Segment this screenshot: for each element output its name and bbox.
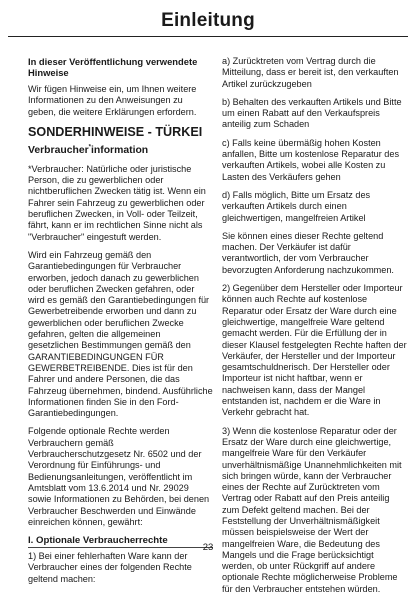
page-title: Einleitung [161,10,255,31]
list-item-d: d) Falls möglich, Bitte um Ersatz des verkauften Artikels durch einen gleichwertigen, mangelfreien Artikel [222,189,371,223]
warranty-paragraph: Wird ein Fahrzeug gemäß den Garantiebedingungen für Verbraucher erworben, jedoch danach zu gewerblichen oder beruflichen Zwecken gefahren, oder wird es gemäß den Garantiebedingungen für Gewerbetreibende erworben und dann zu gewerblichen oder beruflichen Zwecke gefahren, gelten die allgemeinen gesetzlichen Bestimmungen gemäß den GARANTIEBEDINGUNGEN FÜR GEWERBETREIBENDE. Dies ist für den Fahrer und andere Personen, die das Fahrzeug übernehmen, bindend. Ausführliche Informationen finden Sie in den Ford-Garantiebedingungen. [28,249,213,419]
list-item-b: b) Behalten des verkauften Artikels und Bitte um einen Rabatt auf den Verkaufspreis anteilig zum Schaden [222,96,402,130]
header-rule [8,36,408,37]
claim-paragraph: Sie können eines dieser Rechte geltend machen. Der Verkäufer ist dafür verantwortlich, der vom Verbraucher bevorzugten Anforderung nachzukommen. [222,230,394,275]
right-column [222,56,408,602]
consumer-footnote: *Verbraucher: Natürliche oder juristische Person, die zu gewerblichen oder nichtberuflichen Zwecken tätig ist. Wenn ein Fahrer sein Fahrzeug zu gewerblichen oder beruflichen Zwecken, in Voll- oder Teilzeit, fährt, kann er im rechtlichen Sinne nicht als "Verbraucher" eingestuft werden. [28,163,206,242]
consumer-info-heading [28,145,213,157]
section-paragraph: 1) Bei einer fehlerhaften Ware kann der Verbraucher eines der folgenden Rechte geltend machen: [28,551,192,584]
list-item-a: a) Zurücktreten vom Vertrag durch die Mitteilung, dass er bereit ist, den verkauften Artikel zurückzugeben [222,56,399,89]
list-item-c: c) Falls keine übermäßig hohen Kosten anfallen, Bitte um kostenlose Reparatur des verkauften Artikels, wobei alle Kosten zu Lasten des Verkäufers gehen [222,137,400,182]
paragraph-2: 2) Gegenüber dem Hersteller oder Importeur können auch Rechte auf kostenlose Reparatur oder Ersatz der Ware durch eine gleichwertige, mangelfreie Ware geltend gemacht werden. Für die Erfüllung der in dieser Klausel festgelegten Rechte haften der Verkäufer, der Hersteller und der Importeur gesamtschuldnerisch. Der Hersteller oder Importeur ist nicht haftbar, wenn er nachweisen kann, dass der Mangel entstanden ist, nachdem er die Ware in Verkehr gebracht hat. [222,283,407,418]
consumer-info-heading-rest: information [91,144,149,156]
page-header [0,0,416,38]
page-number: 23 [202,542,214,553]
section-heading: I. Optionale Verbraucherrechte [28,535,168,547]
consumer-info-heading-text: Verbraucher [28,144,89,156]
intro-text: Wir fügen Hinweise ein, um Ihnen weitere Informationen zu den Anweisungen zu geben, die weitere Erklärungen erfordern. [28,84,197,117]
paragraph-3: 3) Wenn die kostenlose Reparatur oder der Ersatz der Ware durch eine gleichwertige, mangelfreie Ware für den Verkäufer unverhältnismäßige Unannehmlichkeiten mit sich bringen würde, kann der Verbraucher eines der Rechte auf Zurücktreten vom Vertrag oder Rabatt auf den Preis anteilig zum Defekt geltend machen. Bei der Feststellung der Unverhältnismäßigkeit müssen beispielsweise der Wert der mangelfreien Ware, die Bedeutung des Mangels und die Frage berücksichtigt werden, ob unter Rückgriff auf andere optionale Rechte möglicherweise Probleme für den Verbraucher entstehen würden. [222,425,402,594]
rights-paragraph: Folgende optionale Rechte werden Verbrauchern gemäß Verbraucherschutzgesetz Nr. 6502 und der Verordnung für Einführungs- und Bedienungsanleitungen, veröffentlicht im Amtsblatt vom 13.6.2014 und Nr. 29029 sowie Informationen zu Behörden, bei denen Verbraucher Beschwerden und Einwände einreichen können, gewährt: [28,426,210,527]
main-heading: SONDERHINWEISE - TÜRKEI [28,124,203,139]
left-column [28,56,213,592]
consumer-info-footnote-mark: * [88,144,91,151]
intro-heading: In dieser Veröffentlichung verwendete Hinweise [28,56,198,78]
